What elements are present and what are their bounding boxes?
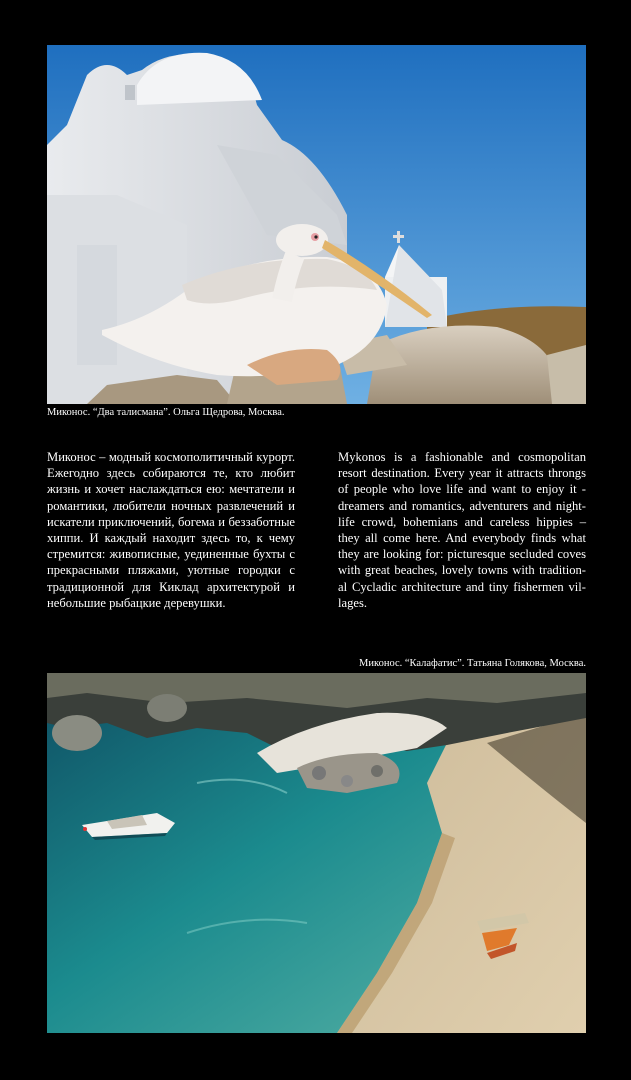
article-text-english: Mykonos is a fashionable and cosmopolitan resort destination. Every year it attracts throngs of people who love life and want to enjoy it - dreamers and romantics, adventurers and night-life crowd, bohemians and careless hippies – they all come here. And everybody finds what they are looking for: picturesque secluded coves with great beaches, lovely towns with tradition-al Cycladic architecture and tiny fishermen vil-lages.: [338, 450, 586, 610]
top-photo-caption: Миконос. “Два талисмана”. Ольга Щедрова, Москва.: [47, 407, 285, 418]
kalafatis-cove-illustration: [47, 673, 586, 1033]
bottom-photo-caption: Миконос. “Калафатис”. Татьяна Голякова, Москва.: [359, 658, 586, 669]
pelican-chapel-illustration: [47, 45, 586, 404]
article-text-russian: Миконос – модный космополитичный курорт. Ежегодно здесь собираются те, кто любит жизнь и хочет наслаждаться ею: мечтатели и романтики, любители ночных развлечений и искатели приключений, богема и беззаботные хиппи. И каждый находит здесь то, к чему стремится: живописные, уединенные бухты с прекрасными пляжами, уютные городки с традиционной для Киклад архитектурой и небольшие рыбацкие деревушки.: [47, 450, 295, 610]
top-photo-pelican-chapel: [47, 45, 586, 404]
bottom-photo-kalafatis-cove: [47, 673, 586, 1033]
